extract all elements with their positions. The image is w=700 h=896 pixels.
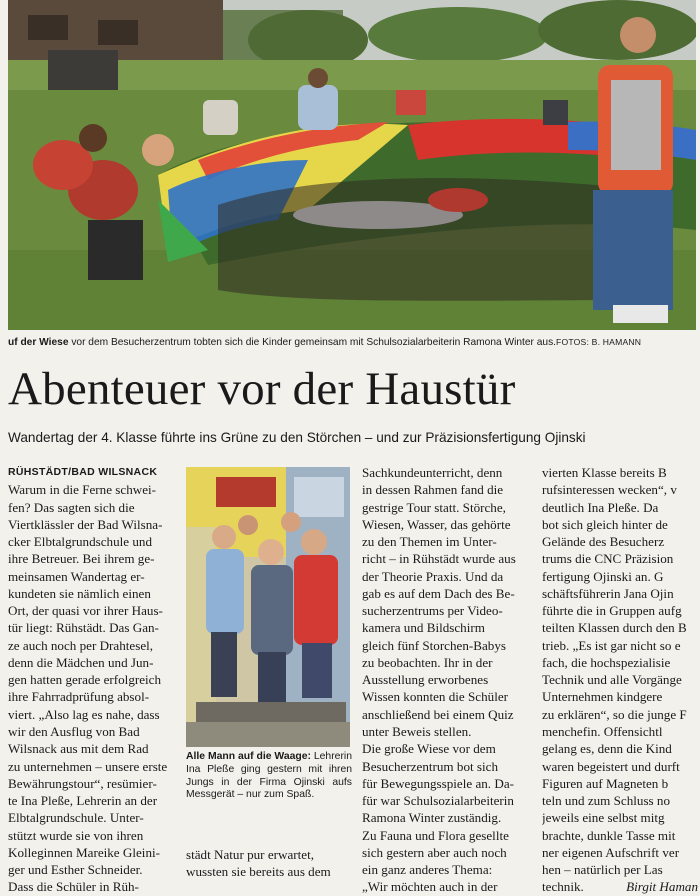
text-line — [542, 568, 698, 585]
top-photo — [8, 0, 696, 330]
text-line-content: brachte, dunkle Tasse mit — [542, 827, 676, 843]
text-line: anschließend bei einem Quiz — [362, 706, 514, 722]
text-line-content: Figuren auf Magneten b — [542, 775, 669, 791]
text-line: Ausstellung erworbenes — [362, 672, 489, 688]
text-line: Warum in die Ferne schwei- — [8, 482, 157, 498]
text-line-content: trums die CNC Präzision — [542, 551, 674, 567]
text-line: Zu Fauna und Flora gesellte — [362, 827, 509, 843]
text-line-content: Gelände des Besucherz — [542, 534, 665, 550]
text-line: zu beobachten. Ihr in der — [362, 654, 493, 670]
photo-caption-text: vor dem Besucherzentrum tobten sich die Kinder gemeinsam mit Schulsozialarbeiterin Ramona Winter aus. — [68, 337, 557, 348]
text-line: Wilsnack aus mit dem Rad — [8, 741, 149, 757]
text-line: für war Schulsozialarbeiterin — [362, 793, 514, 809]
text-line — [542, 723, 698, 740]
text-line: gab es auf dem Dach des Be- — [362, 585, 515, 601]
text-line: Kolleginnen Mareike Gleini- — [8, 844, 160, 860]
text-line: gen hatten gerade erfolgreich — [8, 672, 162, 688]
text-line-content: waren begeistert und durft — [542, 758, 680, 774]
text-line-content: hen – natürlich per Las — [542, 862, 663, 878]
text-line: Viertklässler der Bad Wilsna- — [8, 516, 163, 532]
headline: Abenteuer vor der Haustür — [8, 363, 516, 415]
text-line: denn die Mädchen und Jun- — [8, 654, 154, 670]
text-line-content: teln und zum Schluss no — [542, 793, 671, 809]
column-4 — [542, 464, 698, 896]
text-line — [542, 740, 698, 757]
text-line-content: menchefin. Offensichtl — [542, 723, 663, 739]
text-line — [542, 688, 698, 705]
text-line — [542, 792, 698, 809]
text-line — [542, 706, 698, 723]
text-line: tür liegt: Rühstädt. Das Gan- — [8, 620, 159, 636]
inset-caption-lead: Alle Mann auf die Waage: — [186, 751, 311, 762]
text-line-content: trieb. „Es ist gar nicht so e — [542, 637, 681, 653]
text-line: in dessen Rahmen fand die — [362, 482, 504, 498]
text-line: sich gestern aber auch noch — [362, 844, 507, 860]
text-line — [542, 481, 698, 498]
text-line: zu den Themen im Unter- — [362, 534, 497, 550]
text-line: Wiesen, Wasser, das gehörte — [362, 516, 511, 532]
text-line: sucherzentrums per Video- — [362, 603, 503, 619]
text-line-content: Unternehmen kindgere — [542, 689, 663, 705]
inset-photo — [186, 467, 350, 747]
text-line: wussten sie bereits aus dem — [186, 864, 331, 880]
text-line: gestrige Tour statt. Störche, — [362, 499, 506, 515]
text-line-content: technik. — [542, 879, 584, 895]
text-line — [542, 654, 698, 671]
text-line-content: vierten Klasse bereits B — [542, 465, 667, 480]
text-line: ze auch noch per Drahtesel, — [8, 637, 154, 653]
children-on-scale-image — [186, 467, 350, 747]
text-line — [542, 619, 698, 636]
text-line-content: fach, die hochspezialisie — [542, 654, 671, 670]
text-line-content: gelang es, denn die Kind — [542, 741, 672, 757]
text-line-content: fertigung Ojinski an. G — [542, 568, 664, 584]
text-line: „Wir möchten auch in der — [362, 879, 498, 895]
inset-caption-text: Lehrerin Ina Pleße ging gestern mit ihren Jungs in der Firma Ojinski aufs Messgerät – nur zum Spaß. — [186, 751, 352, 801]
photo-credit: FOTOS: B. HAMANN — [556, 337, 642, 347]
text-line — [542, 809, 698, 826]
text-line — [542, 758, 698, 775]
text-line — [542, 602, 698, 619]
text-line-content: ner eigenen Aufschrift ver — [542, 844, 680, 860]
text-line-content: deutlich Ina Pleße. Da — [542, 499, 659, 515]
text-line — [542, 637, 698, 654]
author-signature: Birgit Haman — [626, 879, 698, 895]
text-line-content: jeweils eine selbst mitg — [542, 810, 665, 826]
text-line: te Ina Pleße, Lehrerin an der — [8, 793, 158, 809]
text-line-content: teilten Klassen durch den B — [542, 620, 687, 636]
subheadline: Wandertag der 4. Klasse führte ins Grüne zu den Störchen – und zur Präzisionsfertigung Ojinski — [8, 430, 586, 445]
photo-caption-lead: uf der Wiese — [8, 337, 69, 348]
text-line: Elbtalgrundschule. Unter- — [8, 810, 144, 826]
text-line: ein ganz anderes Thema: — [362, 862, 493, 878]
text-line: für Bewegungsspiele an. Da- — [362, 775, 514, 791]
text-line: meinsamen Wandertag er- — [8, 568, 145, 584]
text-line — [542, 550, 698, 567]
text-line — [542, 671, 698, 688]
text-line — [542, 878, 698, 895]
text-line: ihre Betreuer. Bei ihrem ge- — [8, 551, 155, 567]
text-line — [542, 464, 698, 481]
text-line: viert. „Also lag es nahe, dass — [8, 706, 160, 722]
text-line-content: rufsinteressen wecken“, v — [542, 482, 677, 498]
inset-photo-caption — [186, 751, 352, 802]
text-line — [542, 533, 698, 550]
column-2-tail — [186, 846, 352, 881]
text-line-content: schäftsführerin Jana Ojin — [542, 585, 674, 601]
text-line: gleich fünf Storchen-Babys — [362, 637, 506, 653]
text-line — [542, 499, 698, 516]
text-line — [542, 585, 698, 602]
column-3 — [362, 464, 532, 896]
text-line: Besucherzentrum bot sich — [362, 758, 498, 774]
dateline: RÜHSTÄDT/BAD WILSNACK — [8, 466, 158, 478]
meadow-scene-image — [8, 0, 696, 330]
text-line-content: bot sich gleich hinter de — [542, 516, 668, 532]
text-line: stützt wurde sie von ihren — [8, 827, 144, 843]
text-line-content: Technik und alle Vorgänge — [542, 672, 682, 688]
text-line — [542, 827, 698, 844]
text-line: Ramona Winter zuständig. — [362, 810, 502, 826]
text-line — [542, 844, 698, 861]
text-line: Ort, der quasi vor ihrer Haus- — [8, 603, 163, 619]
text-line: städt Natur pur erwartet, — [186, 847, 314, 862]
text-line-content: führte die in Gruppen aufg — [542, 603, 682, 619]
text-line — [542, 516, 698, 533]
text-line-content: zu erklären“, so die junge F — [542, 706, 687, 722]
text-line: kamera und Bildschirm — [362, 620, 485, 636]
text-line: richt – in Rühstädt wurde aus — [362, 551, 516, 567]
text-line: wir den Ausflug von Bad — [8, 723, 140, 739]
text-line: zu unternehmen – unsere erste — [8, 758, 168, 774]
text-line: Sachkundeunterricht, denn — [362, 465, 503, 480]
text-line: Dass die Schüler in Rüh- — [8, 879, 139, 895]
text-line: Die große Wiese vor dem — [362, 741, 496, 757]
text-line: kundeten sie nämlich einen — [8, 585, 151, 601]
column-1 — [8, 464, 180, 896]
text-line: Bewährungstour“, resümier- — [8, 775, 157, 791]
text-line: fen? Das sagten sich die — [8, 499, 135, 515]
text-line: der Theorie Praxis. Und da — [362, 568, 504, 584]
text-line: Wissen konnten die Schüler — [362, 689, 509, 705]
text-line: unter Beweis stellen. — [362, 723, 472, 739]
text-line: ger und Esther Schneider. — [8, 862, 143, 878]
text-line: cker Elbtalgrundschule und — [8, 534, 152, 550]
text-line: ihre Fahrradprüfung absol- — [8, 689, 150, 705]
text-line — [542, 775, 698, 792]
text-line — [542, 861, 698, 878]
photo-caption — [8, 337, 698, 348]
